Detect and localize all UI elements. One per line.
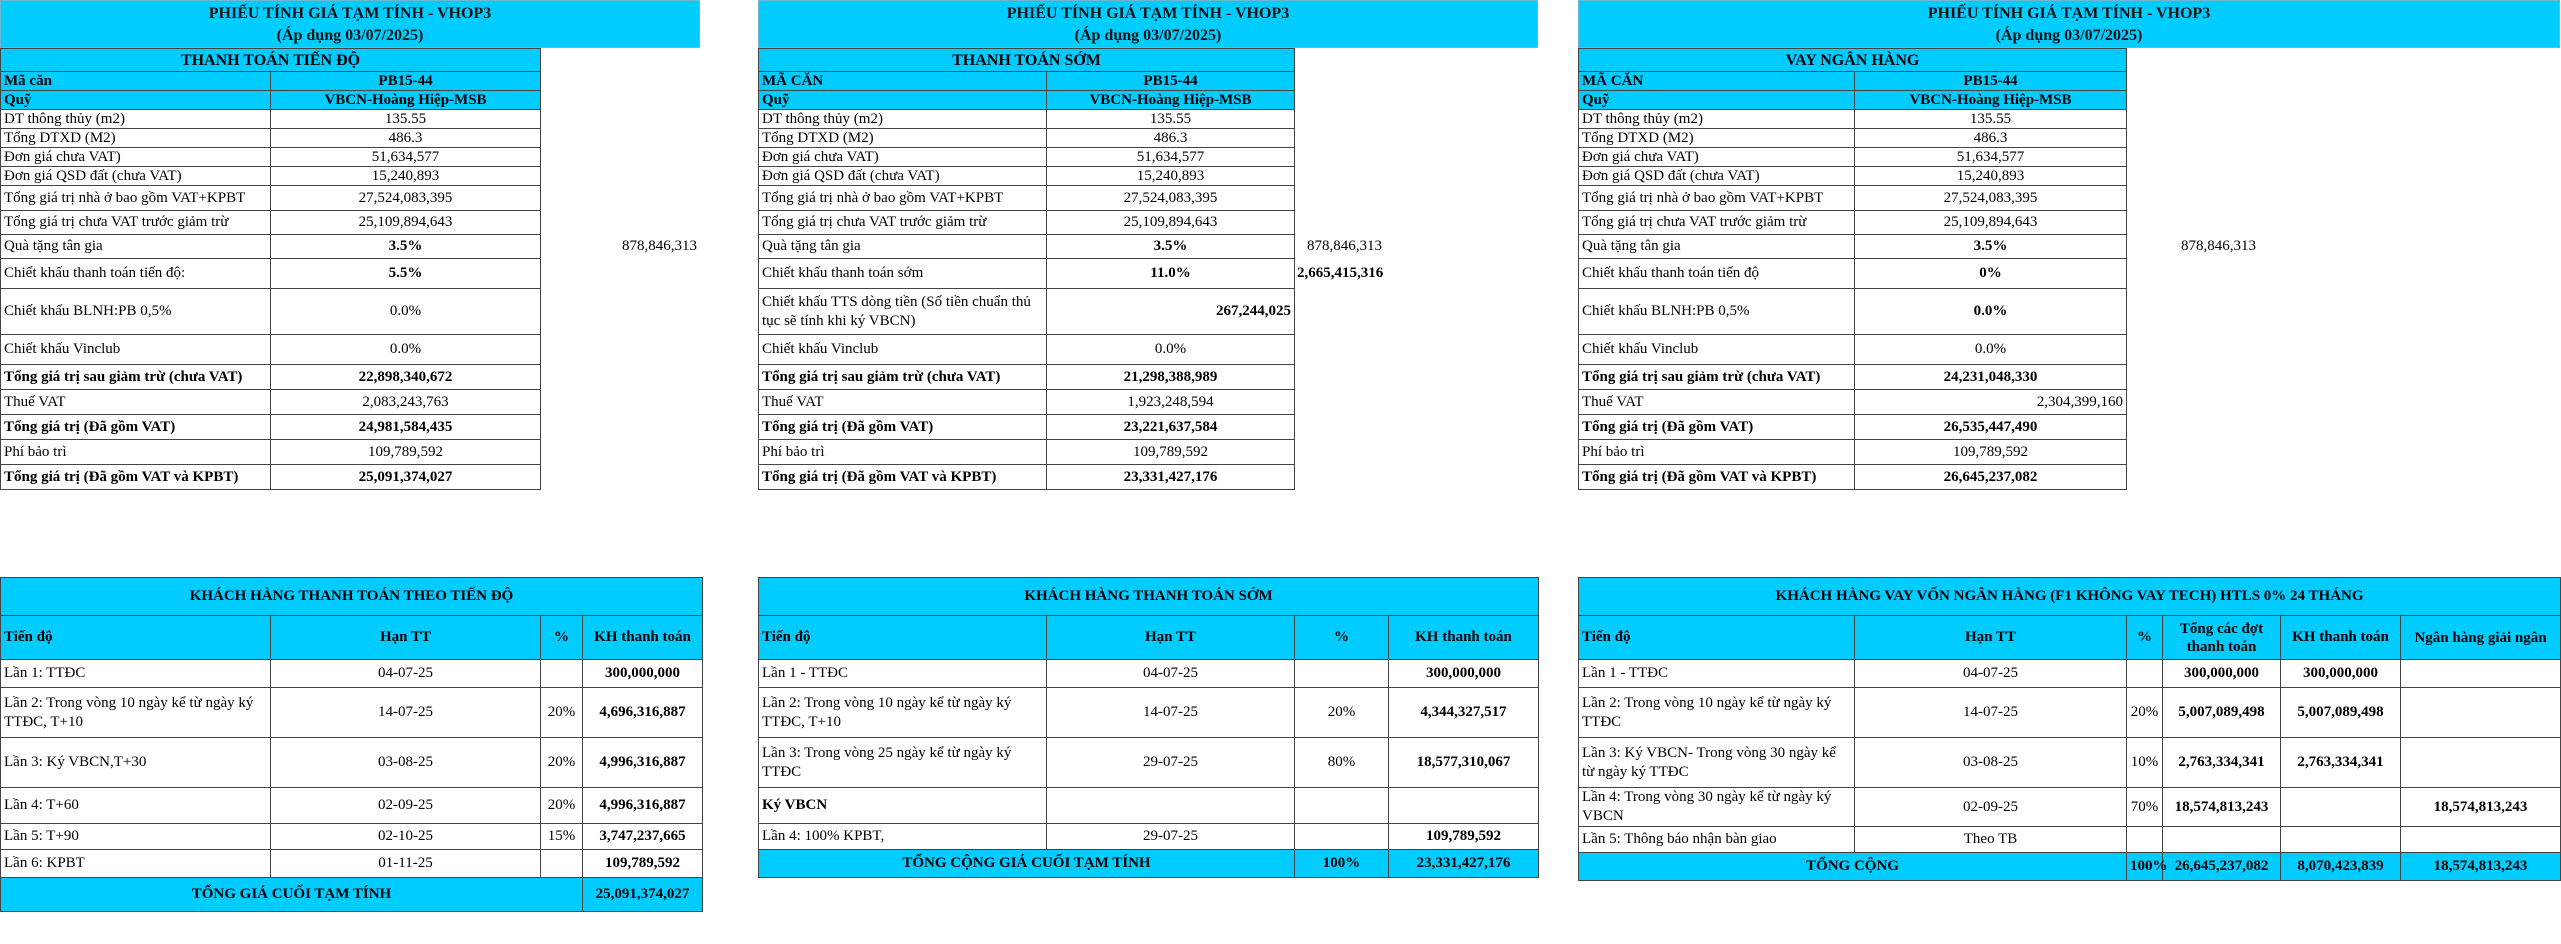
sheet-subtitle: (Áp dụng 03/07/2025)	[1074, 27, 1222, 44]
table-row: Tổng DTXD (M2) 486.3	[1579, 129, 2561, 148]
after-discount-row: Tổng giá trị sau giảm trừ (chưa VAT) 21,298,388,989	[759, 365, 1539, 390]
table-row: Lần 3: Ký VBCN,T+30 03-08-25 20% 4,996,316,887	[1, 738, 703, 788]
table-row: Lần 1: TTĐC 04-07-25 300,000,000	[1, 660, 703, 688]
sheet-title: PHIẾU TÍNH GIÁ TẠM TÍNH - VHOP3	[208, 5, 492, 22]
schedule-header: Tiến độ Hạn TT % Tổng các đợt thanh toán KH thanh toán Ngân hàng giải ngân	[1579, 616, 2561, 660]
vat-row: Thuế VAT 2,304,399,160	[1579, 390, 2561, 415]
discount-row: Chiết khấu thanh toán tiến độ 0%	[1579, 259, 2561, 289]
sheet-banner	[0, 0, 700, 48]
sheet-title: PHIẾU TÍNH GIÁ TẠM TÍNH - VHOP3	[1006, 5, 1290, 22]
price-summary-table	[758, 48, 1539, 490]
table-row: Lần 4: 100% KPBT, 29-07-25 109,789,592	[759, 824, 1539, 850]
fee-row: Phí bảo trì 109,789,592	[1, 440, 701, 465]
fund-label: Quỹ	[759, 91, 1047, 110]
sheet-subtitle: (Áp dụng 03/07/2025)	[1995, 27, 2143, 44]
table-row: Lần 5: T+90 02-10-25 15% 3,747,237,665	[1, 824, 703, 850]
schedule-title: KHÁCH HÀNG THANH TOÁN SỚM	[759, 578, 1539, 616]
total-row: Tổng giá trị (Đã gồm VAT và KPBT) 23,331,427,176	[759, 465, 1539, 490]
section-title: THANH TOÁN TIẾN ĐỘ	[1, 49, 541, 72]
table-row: Đơn giá chưa VAT) 51,634,577	[759, 148, 1539, 167]
incl-vat-row: Tổng giá trị (Đã gồm VAT) 23,221,637,584	[759, 415, 1539, 440]
grand-total-row: TỔNG CỘNG 100% 26,645,237,082 8,070,423,839 18,574,813,243	[1579, 853, 2561, 881]
table-row: Lần 1 - TTĐC 04-07-25 300,000,000 300,000,000	[1579, 660, 2561, 688]
gift-amount: 878,846,313	[541, 235, 701, 259]
grand-total-row: TỔNG GIÁ CUỐI TẠM TÍNH 25,091,374,027	[1, 878, 703, 912]
price-summary-table	[1578, 48, 2561, 490]
after-discount-row: Tổng giá trị sau giảm trừ (chưa VAT) 22,898,340,672	[1, 365, 701, 390]
section-title: VAY NGÂN HÀNG	[1579, 49, 2127, 72]
table-row: Lần 4: T+60 02-09-25 20% 4,996,316,887	[1, 788, 703, 824]
table-row: Ký VBCN	[759, 788, 1539, 824]
fund-label: Quỹ	[1, 91, 271, 110]
discount-row: Chiết khấu thanh toán tiến độ: 5.5%	[1, 259, 701, 289]
unit-code-value: PB15-44	[271, 72, 541, 91]
fund-value: VBCN-Hoàng Hiệp-MSB	[271, 91, 541, 110]
fee-row: Phí bảo trì 109,789,592	[759, 440, 1539, 465]
table-row: Lần 2: Trong vòng 10 ngày kể từ ngày ký TTĐC, T+10 14-07-25 20% 4,344,327,517	[759, 688, 1539, 738]
discount-row: Chiết khấu thanh toán sớm 11.0% 2,665,415,316	[759, 259, 1539, 289]
gift-row: Quà tặng tân gia 3.5% 878,846,313	[1579, 235, 2561, 259]
price-summary-table	[0, 48, 701, 490]
table-row: Tổng giá trị nhà ở bao gồm VAT+KPBT 27,524,083,395	[1, 186, 701, 211]
schedule-table	[0, 577, 703, 912]
sheet-title: PHIẾU TÍNH GIÁ TẠM TÍNH - VHOP3	[1927, 5, 2211, 22]
discount-row: Chiết khấu Vinclub 0.0%	[1, 335, 701, 365]
section-title: THANH TOÁN SỚM	[759, 49, 1295, 72]
vat-row: Thuế VAT 1,923,248,594	[759, 390, 1539, 415]
total-row: Tổng giá trị (Đã gồm VAT và KPBT) 26,645,237,082	[1579, 465, 2561, 490]
table-row: Đơn giá QSD đất (chưa VAT) 15,240,893	[1, 167, 701, 186]
discount-row: Chiết khấu TTS dòng tiền (Số tiền chuẩn thủ tục sẽ tính khi ký VBCN) 267,244,025	[759, 289, 1539, 335]
table-row: Lần 5: Thông báo nhận bàn giao Theo TB	[1579, 827, 2561, 853]
table-row: Tổng giá trị nhà ở bao gồm VAT+KPBT 27,524,083,395	[1579, 186, 2561, 211]
table-row: DT thông thủy (m2) 135.55	[759, 110, 1539, 129]
early-discount-amount: 2,665,415,316	[1295, 259, 1539, 289]
fund-value: VBCN-Hoàng Hiệp-MSB	[1047, 91, 1295, 110]
unit-code-value: PB15-44	[1855, 72, 2127, 91]
table-row: Lần 3: Ký VBCN- Trong vòng 30 ngày kể từ ngày ký TTĐC 03-08-25 10% 2,763,334,341 2,763,334,341	[1579, 738, 2561, 788]
schedule-header: Tiến độ Hạn TT % KH thanh toán	[759, 616, 1539, 660]
discount-row: Chiết khấu BLNH:PB 0,5% 0.0%	[1579, 289, 2561, 335]
discount-row: Chiết khấu Vinclub 0.0%	[1579, 335, 2561, 365]
total-row: Tổng giá trị (Đã gồm VAT và KPBT) 25,091,374,027	[1, 465, 701, 490]
gift-row: Quà tặng tân gia 3.5% 878,846,313	[1, 235, 701, 259]
unit-code-label: MÃ CĂN	[1579, 72, 1855, 91]
schedule-table	[1578, 577, 2561, 881]
schedule-title: KHÁCH HÀNG THANH TOÁN THEO TIẾN ĐỘ	[1, 578, 703, 616]
fund-value: VBCN-Hoàng Hiệp-MSB	[1855, 91, 2127, 110]
table-row: Tổng giá trị nhà ở bao gồm VAT+KPBT 27,524,083,395	[759, 186, 1539, 211]
table-row: Lần 1 - TTĐC 04-07-25 300,000,000	[759, 660, 1539, 688]
table-row: Lần 6: KPBT 01-11-25 109,789,592	[1, 850, 703, 878]
table-row: Đơn giá QSD đất (chưa VAT) 15,240,893	[1579, 167, 2561, 186]
fund-label: Quỹ	[1579, 91, 1855, 110]
table-row: Lần 2: Trong vòng 10 ngày kể từ ngày ký TTĐC 14-07-25 20% 5,007,089,498 5,007,089,498	[1579, 688, 2561, 738]
table-row: Tổng giá trị chưa VAT trước giảm trừ 25,109,894,643	[759, 211, 1539, 235]
incl-vat-row: Tổng giá trị (Đã gồm VAT) 24,981,584,435	[1, 415, 701, 440]
grand-total-row: TỔNG CỘNG GIÁ CUỐI TẠM TÍNH 100% 23,331,427,176	[759, 850, 1539, 878]
incl-vat-row: Tổng giá trị (Đã gồm VAT) 26,535,447,490	[1579, 415, 2561, 440]
schedule-header: Tiến độ Hạn TT % KH thanh toán	[1, 616, 703, 660]
table-row: Tổng DTXD (M2) 486.3	[759, 129, 1539, 148]
sheet-banner	[1578, 0, 2560, 48]
table-row: DT thông thủy (m2) 135.55	[1579, 110, 2561, 129]
table-row: Tổng giá trị chưa VAT trước giảm trừ 25,109,894,643	[1, 211, 701, 235]
sheet-banner	[758, 0, 1538, 48]
table-row: Đơn giá QSD đất (chưa VAT) 15,240,893	[759, 167, 1539, 186]
schedule-table	[758, 577, 1539, 878]
sheet-subtitle: (Áp dụng 03/07/2025)	[276, 27, 424, 44]
panel-early-payment	[758, 0, 1538, 871]
table-row: Tổng DTXD (M2) 486.3	[1, 129, 701, 148]
table-row: Tổng giá trị chưa VAT trước giảm trừ 25,109,894,643	[1579, 211, 2561, 235]
table-row: Lần 2: Trong vòng 10 ngày kể từ ngày ký TTĐC, T+10 14-07-25 20% 4,696,316,887	[1, 688, 703, 738]
table-row: Lần 3: Trong vòng 25 ngày kể từ ngày ký TTĐC 29-07-25 80% 18,577,310,067	[759, 738, 1539, 788]
gift-amount: 878,846,313	[2127, 235, 2561, 259]
unit-code-label: Mã căn	[1, 72, 271, 91]
table-row: Lần 4: Trong vòng 30 ngày kể từ ngày ký VBCN 02-09-25 70% 18,574,813,243 18,574,813,243	[1579, 788, 2561, 827]
panel-bank-loan	[1578, 0, 2560, 874]
gift-row: Quà tặng tân gia 3.5% 878,846,313	[759, 235, 1539, 259]
unit-code-value: PB15-44	[1047, 72, 1295, 91]
table-row: DT thông thủy (m2) 135.55	[1, 110, 701, 129]
schedule-title: KHÁCH HÀNG VAY VỐN NGÂN HÀNG (F1 KHÔNG VAY TECH) HTLS 0% 24 THÁNG	[1579, 578, 2561, 616]
discount-row: Chiết khấu Vinclub 0.0%	[759, 335, 1539, 365]
gift-amount: 878,846,313	[1295, 235, 1539, 259]
table-row: Đơn giá chưa VAT) 51,634,577	[1, 148, 701, 167]
panel-progress-payment	[0, 0, 700, 902]
discount-row: Chiết khấu BLNH:PB 0,5% 0.0%	[1, 289, 701, 335]
after-discount-row: Tổng giá trị sau giảm trừ (chưa VAT) 24,231,048,330	[1579, 365, 2561, 390]
table-row: Đơn giá chưa VAT) 51,634,577	[1579, 148, 2561, 167]
unit-code-label: MÃ CĂN	[759, 72, 1047, 91]
vat-row: Thuế VAT 2,083,243,763	[1, 390, 701, 415]
fee-row: Phí bảo trì 109,789,592	[1579, 440, 2561, 465]
